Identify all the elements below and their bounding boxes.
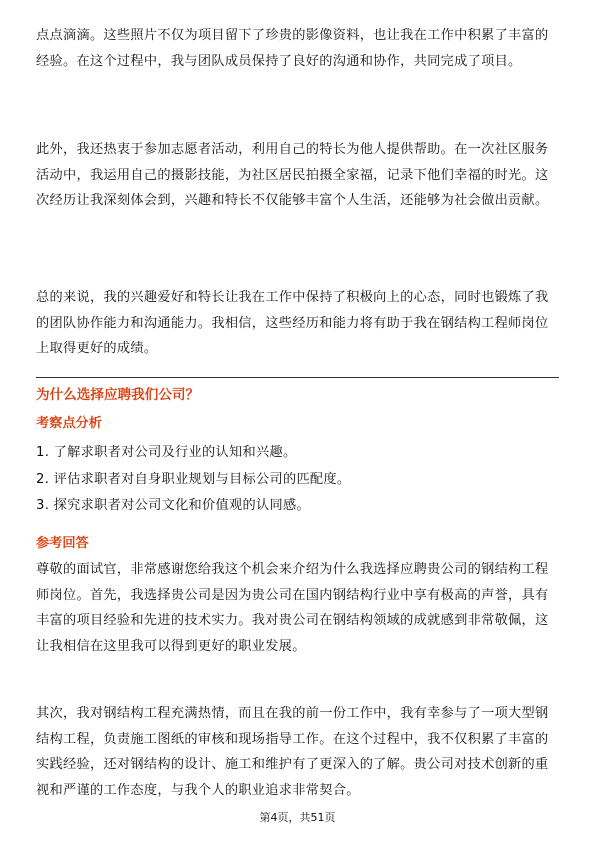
answer-heading: 参考回答 [36,536,89,551]
paragraph-volunteer-activities: 此外，我还热衷于参加志愿者活动，利用自己的特长为他人提供帮助。在一次社区服务活动中，我运用自己的摄影技能，为社区居民拍摄全家福，记录下他们幸福的时光。这次经历让我深刻体会到，兴趣和特长不仅能够丰富个人生活，还能够为社会做出贡献。 [36,142,549,208]
answer-paragraph: 其次，我对钢结构工程充满热情，而且在我的前一份工作中，我有幸参与了一项大型钢结构工程，负责施工图纸的审核和现场指导工作。在这个过程中，我不仅积累了丰富的实践经验，还对钢结构的设计、施工和维护有了更深入的了解。贵公司对技术创新的重视和严谨的工作态度，与我个人的职业追求非常契合。 [36,706,549,798]
analysis-list [36,440,350,520]
answer-paragraph: 尊敬的面试官，非常感谢您给我这个机会来介绍为什么我选择应聘贵公司的钢结构工程师岗位。首先，我选择贵公司是因为贵公司在国内钢结构行业中享有极高的声誉，具有丰富的项目经验和先进的技术实力。我对贵公司在钢结构领域的成就感到非常敬佩，这让我相信在这里我可以得到更好的职业发展。 [36,562,549,654]
page-number: 第4页，共51页 [259,811,336,824]
question-title: 为什么选择应聘我们公司？ [36,387,200,403]
paragraph-summary: 总的来说，我的兴趣爱好和特长让我在工作中保持了积极向上的心态，同时也锻炼了我的团队协作能力和沟通能力。我相信，这些经历和能力将有助于我在钢结构工程师岗位上取得更好的成绩。 [36,290,549,356]
analysis-item: 2. 评估求职者对自身职业规划与目标公司的匹配度。 [36,471,351,487]
analysis-heading: 考察点分析 [36,416,102,431]
analysis-item: 1. 了解求职者对公司及行业的认知和兴趣。 [36,445,297,460]
section-divider [36,377,559,378]
analysis-item: 3. 探究求职者对公司文化和价值观的认同感。 [36,498,310,513]
paragraph-photography-experience: 点点滴滴。这些照片不仅为项目留下了珍贵的影像资料，也让我在工作中积累了丰富的经验。在这个过程中，我与团队成员保持了良好的沟通和协作，共同完成了项目。 [36,28,549,69]
